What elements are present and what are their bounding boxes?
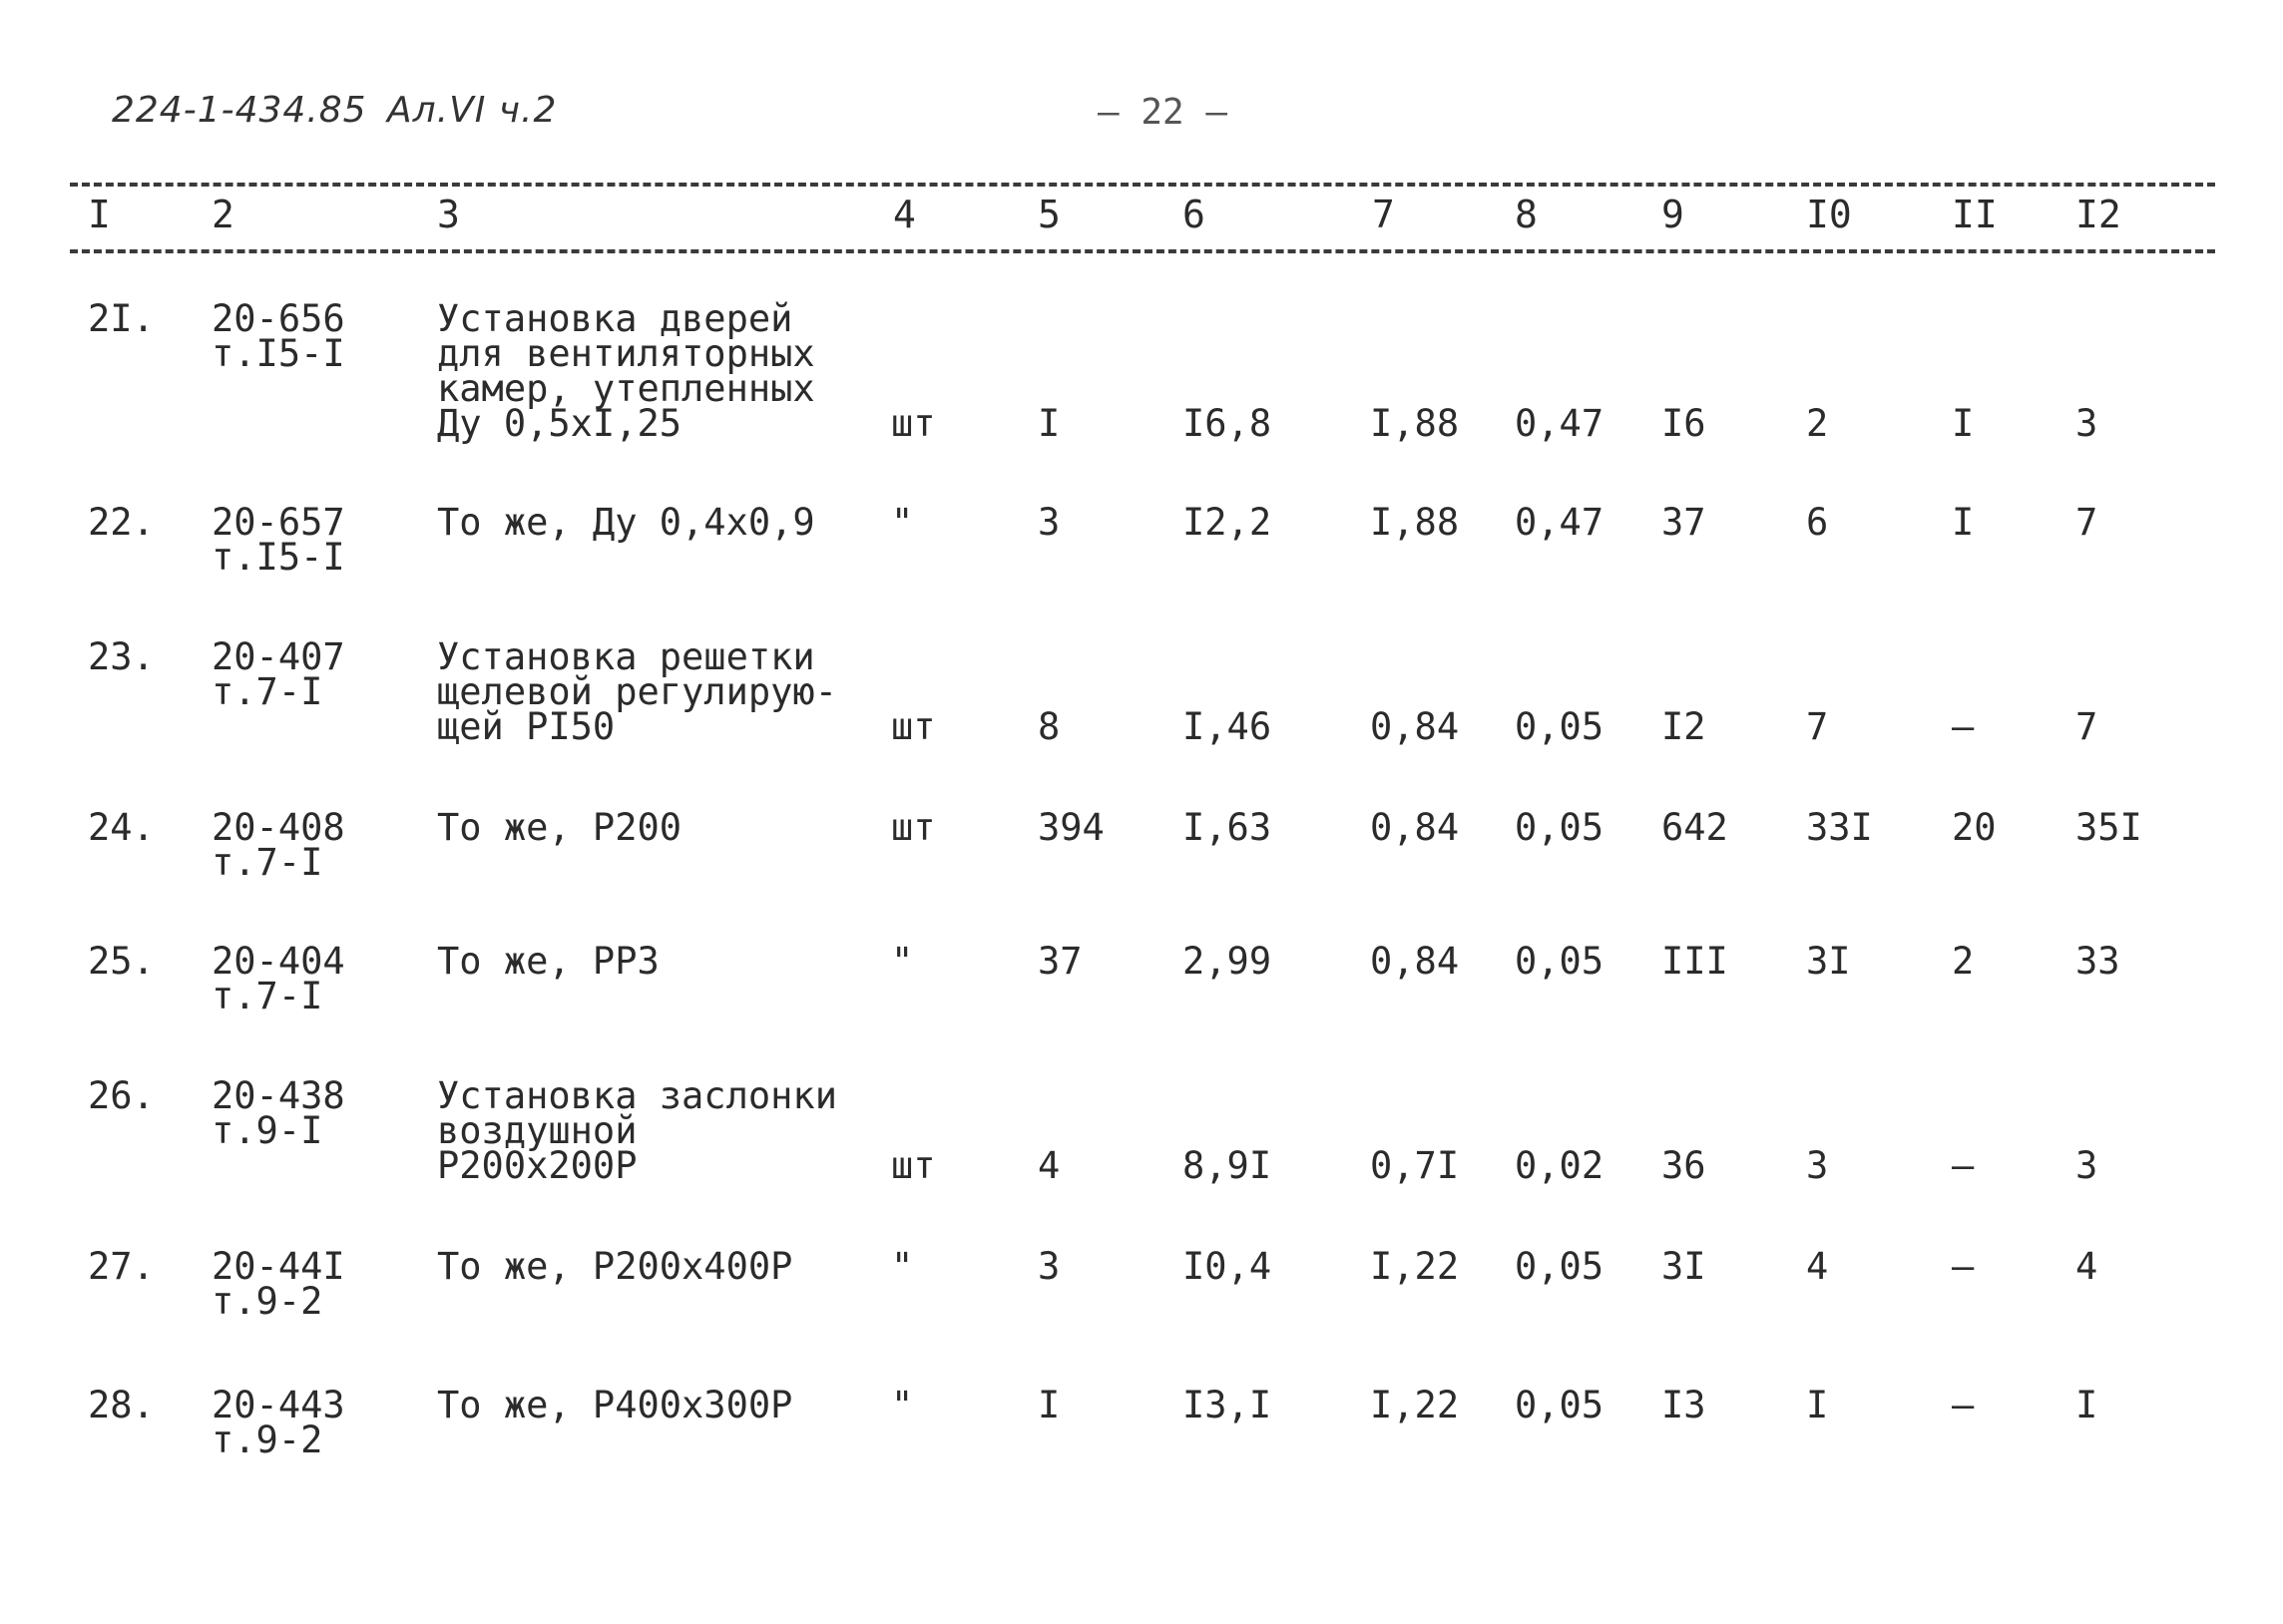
description-line: воздушной [437, 1109, 638, 1152]
value-col-7: I,88 [1370, 501, 1460, 544]
row-number: 26. [88, 1074, 155, 1117]
value-col-10: 2 [1806, 402, 1829, 445]
unit: шт [891, 705, 936, 748]
value-col-12: I [2075, 1384, 2098, 1426]
value-col-8: 0,47 [1515, 402, 1604, 445]
column-header-1: I [88, 193, 111, 236]
row-number: 2I. [88, 297, 155, 340]
value-col-9: III [1661, 940, 1728, 983]
value-col-10: I [1806, 1384, 1829, 1426]
description-line: Ду 0,5хI,25 [437, 402, 683, 445]
quantity: 394 [1038, 806, 1105, 849]
row-number: 24. [88, 806, 155, 849]
table-ref: т.9-I [212, 1109, 323, 1152]
column-header-10: I0 [1806, 193, 1852, 236]
value-col-11: 2 [1952, 940, 1975, 983]
page-number: – 22 – [1098, 92, 1228, 133]
value-col-10: 3 [1806, 1144, 1829, 1187]
value-col-8: 0,05 [1515, 940, 1604, 983]
value-col-6: I2,2 [1182, 501, 1272, 544]
description-line: То же, P400х300P [437, 1384, 793, 1426]
value-col-7: I,88 [1370, 402, 1460, 445]
column-header-7: 7 [1372, 193, 1395, 236]
value-col-12: 35I [2075, 806, 2142, 849]
unit: шт [891, 402, 936, 445]
quantity: 8 [1038, 705, 1061, 748]
value-col-9: I2 [1661, 705, 1706, 748]
value-col-10: 6 [1806, 501, 1829, 544]
quantity: 4 [1038, 1144, 1061, 1187]
description-line: То же, PP3 [437, 940, 660, 983]
value-col-9: 37 [1661, 501, 1706, 544]
value-col-9: I3 [1661, 1384, 1706, 1426]
column-header-2: 2 [212, 193, 234, 236]
row-number: 27. [88, 1245, 155, 1288]
column-header-3: 3 [437, 193, 460, 236]
header-bottom-rule [70, 249, 2215, 253]
value-col-11: – [1952, 1144, 1975, 1187]
value-col-6: I3,I [1182, 1384, 1272, 1426]
column-header-11: II [1952, 193, 1998, 236]
value-col-8: 0,05 [1515, 705, 1604, 748]
table-ref: т.9-2 [212, 1419, 323, 1461]
table-ref: т.7-I [212, 670, 323, 713]
table-ref: т.7-I [212, 975, 323, 1017]
value-col-11: I [1952, 402, 1975, 445]
value-col-11: – [1952, 1245, 1975, 1288]
description-line: То же, P200 [437, 806, 683, 849]
value-col-8: 0,05 [1515, 1245, 1604, 1288]
value-col-7: 0,84 [1370, 705, 1460, 748]
value-col-12: 33 [2075, 940, 2120, 983]
price-code: 20-44I [212, 1245, 345, 1288]
unit: шт [891, 1144, 936, 1187]
unit: " [891, 1245, 914, 1288]
quantity: 3 [1038, 501, 1061, 544]
value-col-7: I,22 [1370, 1245, 1460, 1288]
row-number: 28. [88, 1384, 155, 1426]
description-line: Установка дверей [437, 297, 793, 340]
table-ref: т.7-I [212, 841, 323, 884]
value-col-6: I,46 [1182, 705, 1272, 748]
unit: " [891, 940, 914, 983]
table-ref: т.9-2 [212, 1280, 323, 1323]
value-col-11: – [1952, 1384, 1975, 1426]
quantity: I [1038, 402, 1061, 445]
value-col-9: I6 [1661, 402, 1706, 445]
value-col-12: 4 [2075, 1245, 2098, 1288]
value-col-8: 0,05 [1515, 1384, 1604, 1426]
value-col-9: 642 [1661, 806, 1728, 849]
value-col-7: I,22 [1370, 1384, 1460, 1426]
value-col-9: 36 [1661, 1144, 1706, 1187]
value-col-12: 3 [2075, 1144, 2098, 1187]
quantity: 37 [1038, 940, 1083, 983]
value-col-8: 0,05 [1515, 806, 1604, 849]
unit: " [891, 1384, 914, 1426]
value-col-12: 7 [2075, 501, 2098, 544]
description-line: камер, утепленных [437, 367, 815, 410]
document-code: 224-1-434.85 [112, 90, 367, 131]
value-col-10: 7 [1806, 705, 1829, 748]
value-col-7: 0,7I [1370, 1144, 1460, 1187]
value-col-10: 4 [1806, 1245, 1829, 1288]
column-header-8: 8 [1515, 193, 1538, 236]
price-code: 20-404 [212, 940, 345, 983]
price-code: 20-438 [212, 1074, 345, 1117]
value-col-6: 2,99 [1182, 940, 1272, 983]
value-col-8: 0,02 [1515, 1144, 1604, 1187]
value-col-11: 20 [1952, 806, 1997, 849]
column-header-6: 6 [1182, 193, 1205, 236]
column-header-5: 5 [1038, 193, 1061, 236]
description-line: щелевой регулирую- [437, 670, 837, 713]
value-col-10: 3I [1806, 940, 1851, 983]
value-col-8: 0,47 [1515, 501, 1604, 544]
value-col-6: I6,8 [1182, 402, 1272, 445]
table-ref: т.I5-I [212, 536, 345, 579]
quantity: 3 [1038, 1245, 1061, 1288]
price-code: 20-656 [212, 297, 345, 340]
album-reference: Ал.VI ч.2 [387, 90, 558, 131]
value-col-6: I0,4 [1182, 1245, 1272, 1288]
unit: шт [891, 806, 936, 849]
value-col-7: 0,84 [1370, 806, 1460, 849]
value-col-6: I,63 [1182, 806, 1272, 849]
price-code: 20-443 [212, 1384, 345, 1426]
value-col-11: – [1952, 705, 1975, 748]
value-col-6: 8,9I [1182, 1144, 1272, 1187]
description-line: То же, P200х400P [437, 1245, 793, 1288]
price-code: 20-407 [212, 635, 345, 678]
column-header-4: 4 [893, 193, 916, 236]
value-col-9: 3I [1661, 1245, 1706, 1288]
description-line: P200х200P [437, 1144, 638, 1187]
value-col-7: 0,84 [1370, 940, 1460, 983]
row-number: 22. [88, 501, 155, 544]
price-code: 20-657 [212, 501, 345, 544]
row-number: 25. [88, 940, 155, 983]
description-line: для вентиляторных [437, 332, 815, 375]
description-line: Установка заслонки [437, 1074, 837, 1117]
unit: " [891, 501, 914, 544]
value-col-10: 33I [1806, 806, 1873, 849]
value-col-12: 7 [2075, 705, 2098, 748]
quantity: I [1038, 1384, 1061, 1426]
table-ref: т.I5-I [212, 332, 345, 375]
column-header-12: I2 [2075, 193, 2121, 236]
description-line: щей PI50 [437, 705, 616, 748]
description-line: Установка решетки [437, 635, 815, 678]
value-col-12: 3 [2075, 402, 2098, 445]
price-code: 20-408 [212, 806, 345, 849]
value-col-11: I [1952, 501, 1975, 544]
header-top-rule [70, 183, 2215, 187]
column-header-9: 9 [1661, 193, 1684, 236]
description-line: То же, Ду 0,4х0,9 [437, 501, 815, 544]
row-number: 23. [88, 635, 155, 678]
